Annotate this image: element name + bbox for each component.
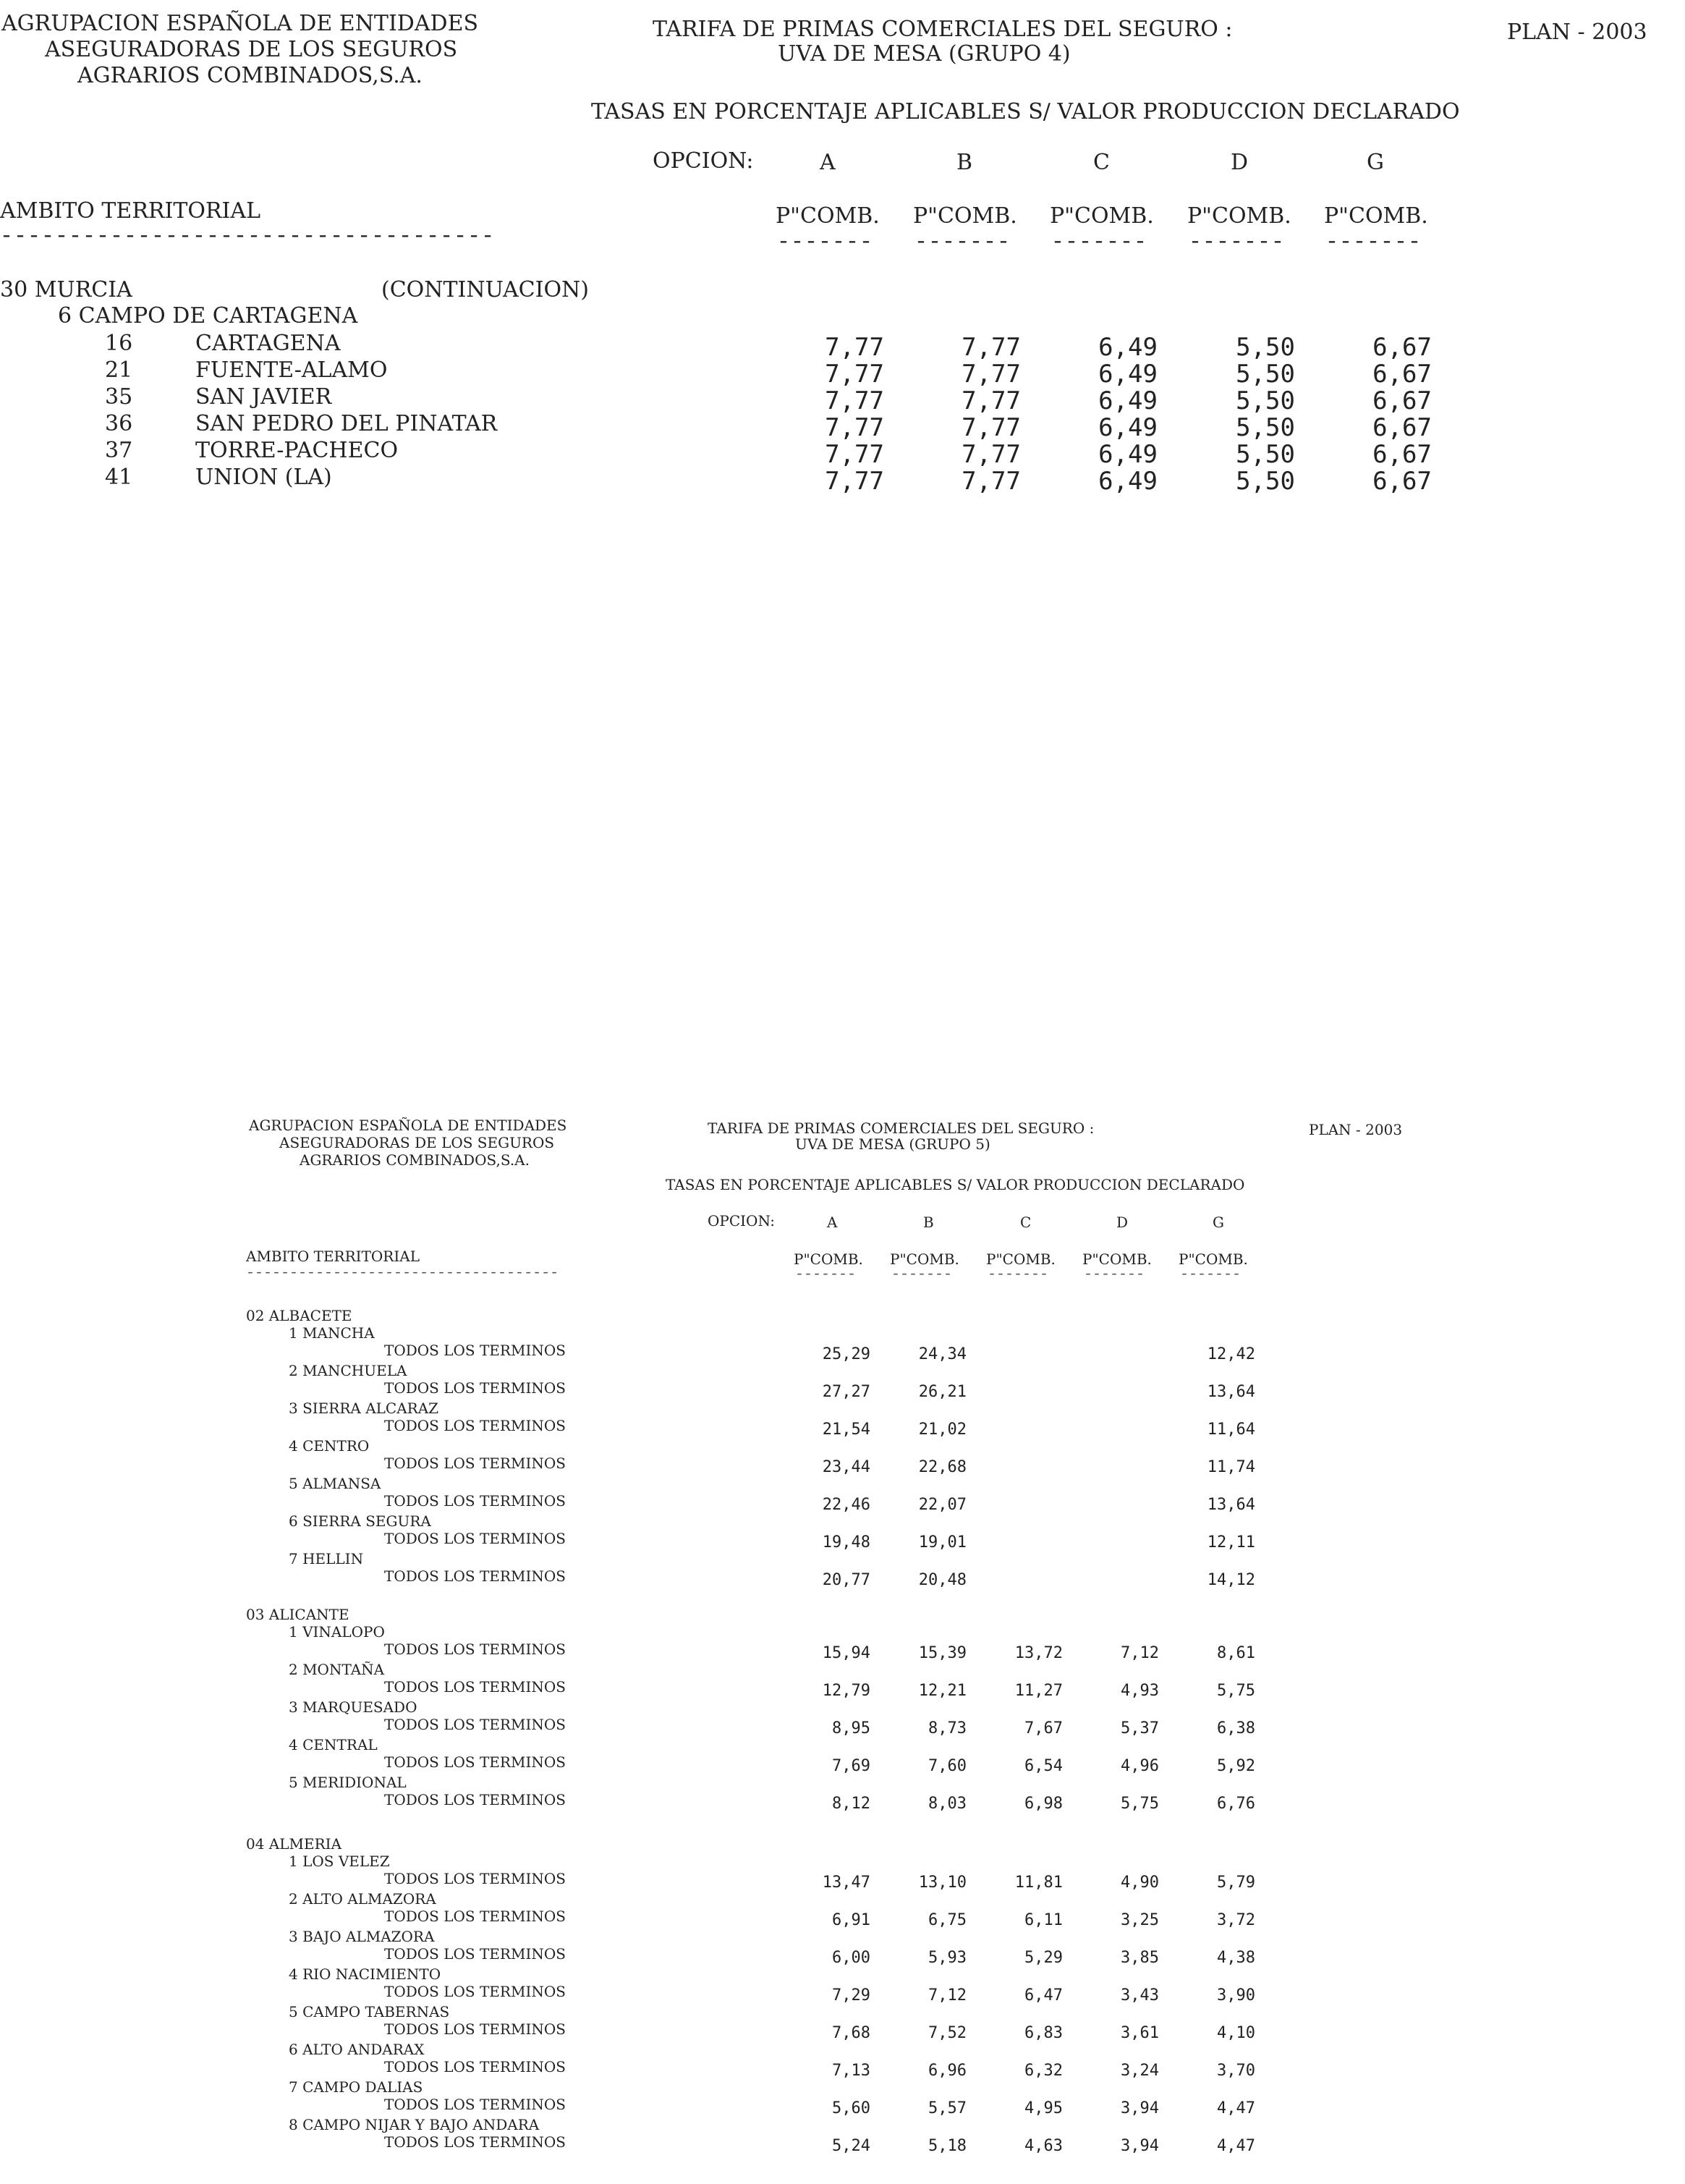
opcion-label: OPCION: (653, 148, 754, 174)
rate-option-d: 4,96 (1121, 1757, 1159, 1775)
all-terms-label: TODOS LOS TERMINOS (384, 1870, 566, 1887)
rate-option-g: 3,90 (1217, 1986, 1255, 2005)
rate-option-a: 22,46 (822, 1496, 870, 1514)
rate-option-c: 6,32 (1024, 2062, 1063, 2080)
col-header-a: P"COMB. (794, 1250, 863, 1268)
comarca-heading: 2 ALTO ALMAZORA (289, 1890, 436, 1908)
rate-option-b: 7,77 (962, 467, 1021, 496)
rate-option-a: 8,12 (832, 1795, 870, 1813)
ambito-territorial-label: AMBITO TERRITORIAL (246, 1248, 420, 1265)
col-header-g: P"COMB. (1179, 1250, 1248, 1268)
rate-option-g: 8,61 (1217, 1644, 1255, 1662)
ambito-underline: ------------------------------------ (0, 224, 496, 249)
col-dashes-c: ------- (1051, 230, 1148, 255)
rate-option-b: 13,10 (918, 1874, 967, 1892)
rate-option-g: 4,47 (1217, 2099, 1255, 2117)
comarca-heading: 2 MANCHUELA (289, 1362, 407, 1379)
all-terms-label: TODOS LOS TERMINOS (384, 2096, 566, 2113)
col-dashes-b: ------- (914, 230, 1011, 255)
comarca-heading: 7 CAMPO DALIAS (289, 2078, 423, 2096)
municipality-code: 21 (105, 357, 133, 383)
all-terms-label: TODOS LOS TERMINOS (384, 1716, 566, 1733)
rate-option-a: 7,77 (825, 413, 884, 442)
rate-option-a: 7,69 (832, 1757, 870, 1775)
rate-option-g: 6,67 (1372, 386, 1432, 415)
rate-option-d: 5,50 (1236, 386, 1295, 415)
rate-option-b: 7,77 (962, 413, 1021, 442)
municipality-code: 36 (105, 411, 133, 436)
comarca-heading: 3 BAJO ALMAZORA (289, 1928, 435, 1945)
rate-option-d: 4,93 (1121, 1682, 1159, 1700)
option-header-g: G (1367, 150, 1384, 175)
rate-option-d: 3,85 (1121, 1949, 1159, 1967)
comarca-heading: 1 VINALOPO (289, 1623, 385, 1641)
rate-option-b: 5,57 (928, 2099, 967, 2117)
rate-option-b: 22,68 (918, 1458, 967, 1476)
org-name-line-3: AGRARIOS COMBINADOS,S.A. (300, 1151, 530, 1169)
rate-option-b: 7,12 (928, 1986, 967, 2005)
plan-label: PLAN - 2003 (1309, 1121, 1403, 1138)
rate-option-c: 13,72 (1014, 1644, 1063, 1662)
rate-option-b: 20,48 (918, 1571, 967, 1589)
col-header-b: P"COMB. (890, 1250, 959, 1268)
col-dashes-a: ------- (795, 1266, 857, 1283)
municipality-name: UNION (LA) (195, 465, 332, 490)
rate-option-g: 14,12 (1207, 1571, 1255, 1589)
col-dashes-d: ------- (1189, 230, 1286, 255)
municipality-code: 35 (105, 384, 133, 410)
rate-option-g: 13,64 (1207, 1383, 1255, 1401)
comarca-heading: 5 ALMANSA (289, 1475, 381, 1492)
col-header-c: P"COMB. (1050, 203, 1154, 229)
option-header-d: D (1116, 1214, 1129, 1231)
rate-option-a: 27,27 (822, 1383, 870, 1401)
comarca-heading: 1 LOS VELEZ (289, 1853, 390, 1870)
rate-option-d: 3,94 (1121, 2099, 1159, 2117)
comarca-heading: 7 HELLIN (289, 1550, 364, 1567)
municipality-name: SAN JAVIER (195, 384, 332, 410)
rate-option-g: 6,67 (1372, 413, 1432, 442)
rate-option-a: 21,54 (822, 1421, 870, 1439)
province-heading: 30 MURCIA (0, 277, 132, 302)
rate-option-a: 13,47 (822, 1874, 870, 1892)
rate-option-d: 3,25 (1121, 1911, 1159, 1929)
option-header-c: C (1093, 150, 1110, 175)
col-dashes-c: ------- (988, 1266, 1049, 1283)
rate-option-d: 3,61 (1121, 2024, 1159, 2042)
all-terms-label: TODOS LOS TERMINOS (384, 1945, 566, 1963)
option-header-b: B (956, 150, 973, 175)
all-terms-label: TODOS LOS TERMINOS (384, 1417, 566, 1434)
rate-option-d: 5,50 (1236, 440, 1295, 469)
rate-option-g: 6,67 (1372, 467, 1432, 496)
rate-option-a: 5,60 (832, 2099, 870, 2117)
col-header-g: P"COMB. (1324, 203, 1428, 229)
opcion-label: OPCION: (708, 1212, 775, 1229)
col-header-a: P"COMB. (776, 203, 880, 229)
rate-option-b: 12,21 (918, 1682, 967, 1700)
rate-option-a: 19,48 (822, 1533, 870, 1552)
comarca-heading: 4 CENTRO (289, 1437, 370, 1455)
rate-option-a: 6,00 (832, 1949, 870, 1967)
comarca-heading: 6 CAMPO DE CARTAGENA (58, 303, 358, 329)
municipality-code: 41 (105, 465, 133, 490)
rate-option-a: 20,77 (822, 1571, 870, 1589)
all-terms-label: TODOS LOS TERMINOS (384, 2020, 566, 2038)
rate-option-g: 6,67 (1372, 440, 1432, 469)
col-header-c: P"COMB. (986, 1250, 1056, 1268)
rate-option-c: 6,11 (1024, 1911, 1063, 1929)
rate-option-b: 7,52 (928, 2024, 967, 2042)
rate-option-a: 7,77 (825, 440, 884, 469)
rate-option-g: 12,11 (1207, 1533, 1255, 1552)
rate-option-a: 7,77 (825, 386, 884, 415)
rate-option-c: 6,83 (1024, 2024, 1063, 2042)
rate-option-g: 6,76 (1217, 1795, 1255, 1813)
rate-option-c: 6,47 (1024, 1986, 1063, 2005)
rate-option-b: 8,73 (928, 1719, 967, 1738)
rate-option-g: 5,92 (1217, 1757, 1255, 1775)
rate-option-c: 6,49 (1098, 440, 1158, 469)
comarca-heading: 4 RIO NACIMIENTO (289, 1965, 441, 1983)
rate-option-b: 24,34 (918, 1345, 967, 1363)
org-name-line-2: ASEGURADORAS DE LOS SEGUROS (45, 37, 458, 62)
tariff-title-line-2: UVA DE MESA (GRUPO 5) (795, 1135, 990, 1153)
rate-option-c: 11,81 (1014, 1874, 1063, 1892)
rate-option-b: 5,18 (928, 2137, 967, 2155)
comarca-heading: 6 ALTO ANDARAX (289, 2041, 425, 2058)
org-name-line-2: ASEGURADORAS DE LOS SEGUROS (279, 1134, 555, 1151)
rate-option-b: 22,07 (918, 1496, 967, 1514)
col-header-d: P"COMB. (1082, 1250, 1152, 1268)
rate-option-g: 12,42 (1207, 1345, 1255, 1363)
continuation-label: (CONTINUACION) (381, 277, 589, 302)
rate-option-c: 4,63 (1024, 2137, 1063, 2155)
all-terms-label: TODOS LOS TERMINOS (384, 1983, 566, 2000)
rate-option-a: 7,29 (832, 1986, 870, 2005)
col-dashes-d: ------- (1084, 1266, 1145, 1283)
org-name-line-3: AGRARIOS COMBINADOS,S.A. (77, 63, 423, 88)
col-header-b: P"COMB. (913, 203, 1017, 229)
all-terms-label: TODOS LOS TERMINOS (384, 1791, 566, 1808)
col-dashes-a: ------- (777, 230, 874, 255)
comarca-heading: 5 CAMPO TABERNAS (289, 2003, 450, 2020)
all-terms-label: TODOS LOS TERMINOS (384, 2058, 566, 2075)
rate-option-d: 3,43 (1121, 1986, 1159, 2005)
col-dashes-g: ------- (1325, 230, 1422, 255)
rate-option-a: 7,77 (825, 467, 884, 496)
all-terms-label: TODOS LOS TERMINOS (384, 1455, 566, 1472)
comarca-heading: 8 CAMPO NIJAR Y BAJO ANDARA (289, 2116, 540, 2133)
rate-option-a: 7,77 (825, 333, 884, 362)
province-heading: 04 ALMERIA (246, 1835, 342, 1853)
municipality-name: TORRE-PACHECO (195, 438, 399, 463)
option-header-a: A (820, 150, 836, 175)
all-terms-label: TODOS LOS TERMINOS (384, 1530, 566, 1547)
rate-option-d: 5,50 (1236, 333, 1295, 362)
col-header-d: P"COMB. (1187, 203, 1291, 229)
option-header-c: C (1020, 1214, 1032, 1231)
rate-option-b: 6,75 (928, 1911, 967, 1929)
rate-option-b: 7,77 (962, 440, 1021, 469)
comarca-heading: 2 MONTAÑA (289, 1661, 385, 1678)
rate-option-g: 5,75 (1217, 1682, 1255, 1700)
all-terms-label: TODOS LOS TERMINOS (384, 1641, 566, 1658)
rate-option-d: 5,50 (1236, 360, 1295, 389)
rate-option-a: 5,24 (832, 2137, 870, 2155)
rate-option-c: 6,49 (1098, 467, 1158, 496)
tariff-title-line-2: UVA DE MESA (GRUPO 4) (778, 41, 1071, 67)
municipality-name: CARTAGENA (195, 331, 341, 356)
rate-option-b: 19,01 (918, 1533, 967, 1552)
province-heading: 03 ALICANTE (246, 1606, 349, 1623)
rate-option-c: 6,49 (1098, 386, 1158, 415)
rate-option-g: 11,64 (1207, 1421, 1255, 1439)
rate-option-b: 7,77 (962, 333, 1021, 362)
comarca-heading: 6 SIERRA SEGURA (289, 1512, 431, 1530)
rate-option-a: 8,95 (832, 1719, 870, 1738)
option-header-g: G (1213, 1214, 1224, 1231)
all-terms-label: TODOS LOS TERMINOS (384, 1379, 566, 1397)
rate-option-b: 15,39 (918, 1644, 967, 1662)
rate-option-c: 11,27 (1014, 1682, 1063, 1700)
option-header-b: B (923, 1214, 934, 1231)
tariff-title-line-1: TARIFA DE PRIMAS COMERCIALES DEL SEGURO : (708, 1119, 1095, 1137)
rate-option-g: 6,38 (1217, 1719, 1255, 1738)
comarca-heading: 3 SIERRA ALCARAZ (289, 1400, 439, 1417)
rate-option-g: 5,79 (1217, 1874, 1255, 1892)
rate-option-c: 6,98 (1024, 1795, 1063, 1813)
rate-option-g: 4,38 (1217, 1949, 1255, 1967)
all-terms-label: TODOS LOS TERMINOS (384, 1342, 566, 1359)
all-terms-label: TODOS LOS TERMINOS (384, 1567, 566, 1585)
rate-option-a: 7,13 (832, 2062, 870, 2080)
rate-option-g: 6,67 (1372, 333, 1432, 362)
rates-subtitle: TASAS EN PORCENTAJE APLICABLES S/ VALOR PRODUCCION DECLARADO (666, 1176, 1245, 1193)
col-dashes-g: ------- (1180, 1266, 1242, 1283)
rate-option-d: 4,90 (1121, 1874, 1159, 1892)
org-name-line-1: AGRUPACION ESPAÑOLA DE ENTIDADES (1, 11, 479, 36)
rate-option-g: 3,72 (1217, 1911, 1255, 1929)
all-terms-label: TODOS LOS TERMINOS (384, 1492, 566, 1510)
rate-option-b: 26,21 (918, 1383, 967, 1401)
rate-option-b: 6,96 (928, 2062, 967, 2080)
all-terms-label: TODOS LOS TERMINOS (384, 1678, 566, 1696)
rate-option-g: 4,10 (1217, 2024, 1255, 2042)
rate-option-d: 5,37 (1121, 1719, 1159, 1738)
option-header-a: A (827, 1214, 838, 1231)
rate-option-a: 12,79 (822, 1682, 870, 1700)
tariff-title-line-1: TARIFA DE PRIMAS COMERCIALES DEL SEGURO : (653, 17, 1233, 42)
rate-option-c: 6,54 (1024, 1757, 1063, 1775)
rate-option-d: 7,12 (1121, 1644, 1159, 1662)
rate-option-c: 6,49 (1098, 333, 1158, 362)
municipality-code: 16 (105, 331, 133, 356)
rate-option-d: 5,50 (1236, 413, 1295, 442)
rate-option-a: 23,44 (822, 1458, 870, 1476)
rate-option-c: 7,67 (1024, 1719, 1063, 1738)
rate-option-c: 5,29 (1024, 1949, 1063, 1967)
rate-option-d: 5,75 (1121, 1795, 1159, 1813)
comarca-heading: 3 MARQUESADO (289, 1698, 417, 1716)
all-terms-label: TODOS LOS TERMINOS (384, 2133, 566, 2151)
rate-option-a: 6,91 (832, 1911, 870, 1929)
rate-option-c: 6,49 (1098, 360, 1158, 389)
all-terms-label: TODOS LOS TERMINOS (384, 1908, 566, 1925)
rate-option-a: 7,77 (825, 360, 884, 389)
all-terms-label: TODOS LOS TERMINOS (384, 1753, 566, 1771)
rate-option-g: 3,70 (1217, 2062, 1255, 2080)
rate-option-d: 3,94 (1121, 2137, 1159, 2155)
ambito-underline: ------------------------------------ (246, 1265, 559, 1282)
rate-option-b: 5,93 (928, 1949, 967, 1967)
rate-option-b: 7,77 (962, 360, 1021, 389)
rate-option-g: 6,67 (1372, 360, 1432, 389)
rate-option-a: 25,29 (822, 1345, 870, 1363)
comarca-heading: 1 MANCHA (289, 1324, 375, 1342)
option-header-d: D (1231, 150, 1249, 175)
rate-option-a: 15,94 (822, 1644, 870, 1662)
municipality-name: SAN PEDRO DEL PINATAR (195, 411, 498, 436)
rate-option-d: 3,24 (1121, 2062, 1159, 2080)
rate-option-b: 7,77 (962, 386, 1021, 415)
rate-option-b: 21,02 (918, 1421, 967, 1439)
org-name-line-1: AGRUPACION ESPAÑOLA DE ENTIDADES (249, 1117, 567, 1134)
comarca-heading: 5 MERIDIONAL (289, 1774, 407, 1791)
rate-option-b: 7,60 (928, 1757, 967, 1775)
rate-option-c: 6,49 (1098, 413, 1158, 442)
rate-option-g: 11,74 (1207, 1458, 1255, 1476)
rate-option-g: 13,64 (1207, 1496, 1255, 1514)
plan-label: PLAN - 2003 (1507, 20, 1647, 45)
rate-option-c: 4,95 (1024, 2099, 1063, 2117)
municipality-name: FUENTE-ALAMO (195, 357, 388, 383)
rates-subtitle: TASAS EN PORCENTAJE APLICABLES S/ VALOR PRODUCCION DECLARADO (591, 99, 1460, 124)
rate-option-a: 7,68 (832, 2024, 870, 2042)
rate-option-b: 8,03 (928, 1795, 967, 1813)
province-heading: 02 ALBACETE (246, 1307, 352, 1324)
col-dashes-b: ------- (891, 1266, 953, 1283)
comarca-heading: 4 CENTRAL (289, 1736, 378, 1753)
rate-option-d: 5,50 (1236, 467, 1295, 496)
rate-option-g: 4,47 (1217, 2137, 1255, 2155)
ambito-territorial-label: AMBITO TERRITORIAL (0, 198, 260, 224)
municipality-code: 37 (105, 438, 133, 463)
